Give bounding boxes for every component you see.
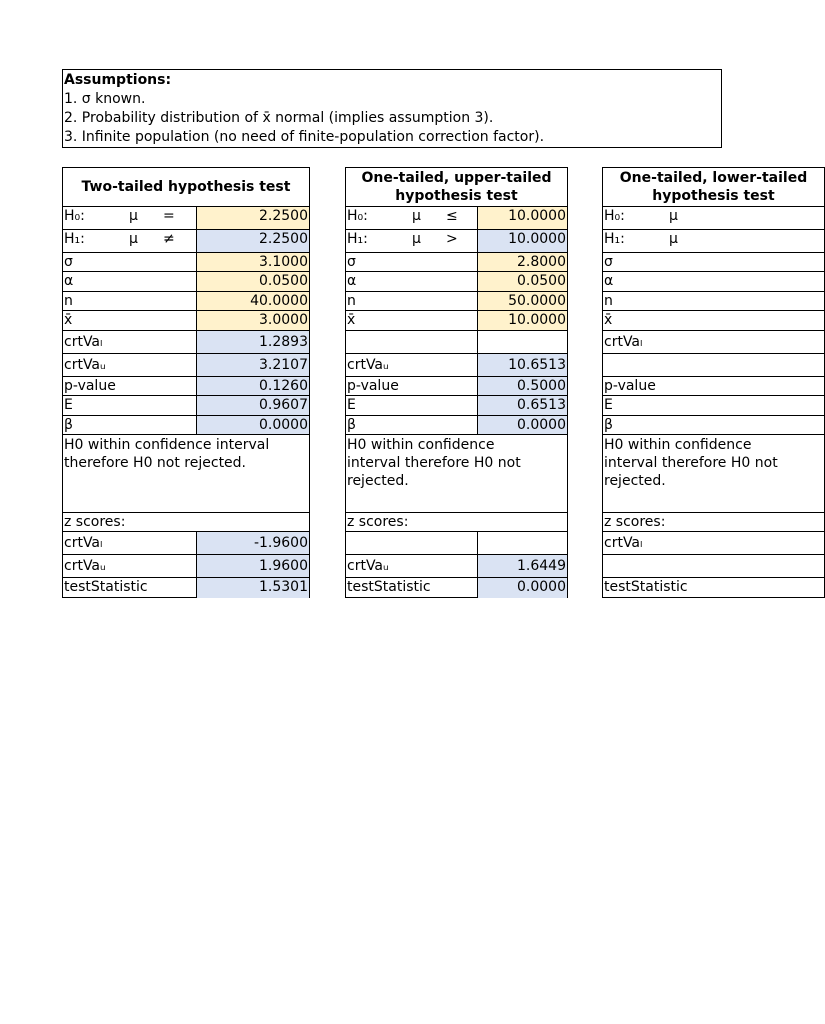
crt-upper-label: crtVaᵤ	[347, 357, 389, 373]
h0-row	[603, 207, 824, 230]
n-value[interactable]: 40.0000	[196, 292, 309, 310]
z-scores-label: z scores:	[347, 514, 409, 530]
empty-cell	[477, 532, 567, 554]
assumptions-title: Assumptions:	[64, 72, 172, 88]
n-row	[603, 292, 824, 311]
h0-value[interactable]: 10.0000	[477, 207, 567, 229]
alpha-label: α	[604, 273, 614, 289]
n-row	[346, 292, 567, 311]
z-scores-row	[346, 513, 567, 532]
test-statistic-value: 1.5301	[196, 578, 309, 598]
z-crt-upper-row	[63, 555, 309, 578]
conclusion-row	[346, 435, 567, 513]
sigma-row	[603, 253, 824, 272]
assumptions-box	[62, 69, 722, 148]
alpha-row	[603, 272, 824, 292]
mu-symbol: μ	[129, 208, 138, 224]
xbar-row	[346, 311, 567, 331]
n-label: n	[347, 293, 356, 309]
p-value-label: p-value	[64, 378, 116, 394]
test-statistic-row	[603, 578, 824, 598]
z-crt-lower-row	[603, 532, 824, 555]
h1-label: H₁:	[64, 231, 85, 247]
beta-value: 0.0000	[196, 416, 309, 434]
h0-label: H₀:	[604, 208, 625, 224]
n-label: n	[604, 293, 613, 309]
z-crt-upper-value: 1.9600	[196, 555, 309, 577]
n-label: n	[64, 293, 73, 309]
beta-row	[63, 416, 309, 435]
test-statistic-label: testStatistic	[604, 579, 688, 595]
crt-upper-row	[346, 354, 567, 377]
table-title: One-tailed, lower-tailed hypothesis test	[603, 168, 824, 207]
mu-symbol: μ	[129, 231, 138, 247]
sigma-value[interactable]: 3.1000	[196, 253, 309, 271]
e-label: E	[64, 397, 73, 413]
test-statistic-label: testStatistic	[64, 579, 148, 595]
e-label: E	[347, 397, 356, 413]
z-crt-upper-label: crtVaᵤ	[64, 558, 106, 574]
p-value-value: 0.5000	[477, 377, 567, 395]
assumption-1: 1. σ known.	[64, 91, 146, 107]
p-value-row	[346, 377, 567, 396]
z-crt-upper-value: 1.6449	[477, 555, 567, 577]
sigma-label: σ	[347, 254, 356, 270]
mu-symbol: μ	[412, 208, 421, 224]
conclusion-row	[63, 435, 309, 513]
two-tailed-table	[62, 167, 310, 598]
z-crt-lower-label: crtVaₗ	[64, 535, 103, 551]
h0-operator: ≤	[446, 208, 458, 224]
beta-label: β	[64, 417, 73, 433]
conclusion-text: H0 within confidence interval therefore H0 not rejected.	[64, 437, 270, 471]
e-value: 0.6513	[477, 396, 567, 415]
mu-symbol: μ	[669, 231, 678, 247]
xbar-value[interactable]: 10.0000	[477, 311, 567, 330]
conclusion-text: H0 within confidence interval therefore H0 not rejected.	[347, 437, 521, 489]
sigma-label: σ	[64, 254, 73, 270]
e-label: E	[604, 397, 613, 413]
z-scores-label: z scores:	[604, 514, 666, 530]
z-scores-row	[63, 513, 309, 532]
h0-row	[346, 207, 567, 230]
empty-cell	[477, 331, 567, 353]
h0-operator: =	[163, 208, 175, 224]
alpha-value[interactable]: 0.0500	[477, 272, 567, 291]
h0-label: H₀:	[347, 208, 368, 224]
test-statistic-row	[346, 578, 567, 598]
sigma-row	[63, 253, 309, 272]
crt-lower-label: crtVaₗ	[604, 334, 643, 350]
sigma-label: σ	[604, 254, 613, 270]
h1-row	[603, 230, 824, 253]
beta-row	[603, 416, 824, 435]
z-crt-upper-row-empty	[603, 555, 824, 578]
alpha-label: α	[347, 273, 357, 289]
xbar-label: x̄	[64, 312, 73, 328]
n-value[interactable]: 50.0000	[477, 292, 567, 310]
crt-upper-value: 10.6513	[477, 354, 567, 376]
h1-row	[63, 230, 309, 253]
h1-value: 2.2500	[196, 230, 309, 252]
alpha-row	[63, 272, 309, 292]
p-value-label: p-value	[604, 378, 656, 394]
mu-symbol: μ	[669, 208, 678, 224]
h1-row	[346, 230, 567, 253]
xbar-label: x̄	[604, 312, 613, 328]
e-value: 0.9607	[196, 396, 309, 415]
crt-upper-value: 3.2107	[196, 354, 309, 376]
p-value-value: 0.1260	[196, 377, 309, 395]
h0-label: H₀:	[64, 208, 85, 224]
h0-value[interactable]: 2.2500	[196, 207, 309, 229]
z-crt-lower-value: -1.9600	[196, 532, 309, 554]
crt-lower-row	[63, 331, 309, 354]
z-crt-lower-label: crtVaₗ	[604, 535, 643, 551]
beta-label: β	[347, 417, 356, 433]
beta-label: β	[604, 417, 613, 433]
sigma-row	[346, 253, 567, 272]
p-value-row	[603, 377, 824, 396]
h1-operator: >	[446, 231, 458, 247]
assumption-3: 3. Infinite population (no need of finite-population correction factor).	[64, 129, 545, 145]
e-row	[346, 396, 567, 416]
crt-lower-row	[603, 331, 824, 354]
upper-tailed-table	[345, 167, 568, 598]
test-statistic-label: testStatistic	[347, 579, 431, 595]
p-value-label: p-value	[347, 378, 399, 394]
z-scores-row	[603, 513, 824, 532]
z-crt-upper-row	[346, 555, 567, 578]
z-crt-upper-label: crtVaᵤ	[347, 558, 389, 574]
alpha-value[interactable]: 0.0500	[196, 272, 309, 291]
crt-lower-value: 1.2893	[196, 331, 309, 353]
z-crt-lower-row	[63, 532, 309, 555]
sigma-value[interactable]: 2.8000	[477, 253, 567, 271]
test-statistic-row	[63, 578, 309, 598]
crt-lower-label: crtVaₗ	[64, 334, 103, 350]
lower-tailed-table	[602, 167, 825, 598]
h1-value: 10.0000	[477, 230, 567, 252]
conclusion-text: H0 within confidence interval therefore H0 not rejected.	[604, 437, 778, 489]
h1-label: H₁:	[347, 231, 368, 247]
xbar-row	[63, 311, 309, 331]
crt-upper-label: crtVaᵤ	[64, 357, 106, 373]
test-statistic-value: 0.0000	[477, 578, 567, 598]
alpha-label: α	[64, 273, 74, 289]
assumption-2: 2. Probability distribution of x̄ normal (implies assumption 3).	[64, 110, 494, 126]
mu-symbol: μ	[412, 231, 421, 247]
xbar-row	[603, 311, 824, 331]
xbar-value[interactable]: 3.0000	[196, 311, 309, 330]
h1-operator: ≠	[163, 231, 175, 247]
e-row	[603, 396, 824, 416]
n-row	[63, 292, 309, 311]
crt-upper-row	[63, 354, 309, 377]
z-crt-lower-row-empty	[346, 532, 567, 555]
table-title: One-tailed, upper-tailed hypothesis test	[346, 168, 567, 207]
p-value-row	[63, 377, 309, 396]
h1-label: H₁:	[604, 231, 625, 247]
e-row	[63, 396, 309, 416]
h0-row	[63, 207, 309, 230]
beta-row	[346, 416, 567, 435]
xbar-label: x̄	[347, 312, 356, 328]
table-title: Two-tailed hypothesis test	[63, 168, 309, 207]
beta-value: 0.0000	[477, 416, 567, 434]
alpha-row	[346, 272, 567, 292]
crt-upper-row-empty	[603, 354, 824, 377]
conclusion-row	[603, 435, 824, 513]
z-scores-label: z scores:	[64, 514, 126, 530]
crt-lower-row-empty	[346, 331, 567, 354]
